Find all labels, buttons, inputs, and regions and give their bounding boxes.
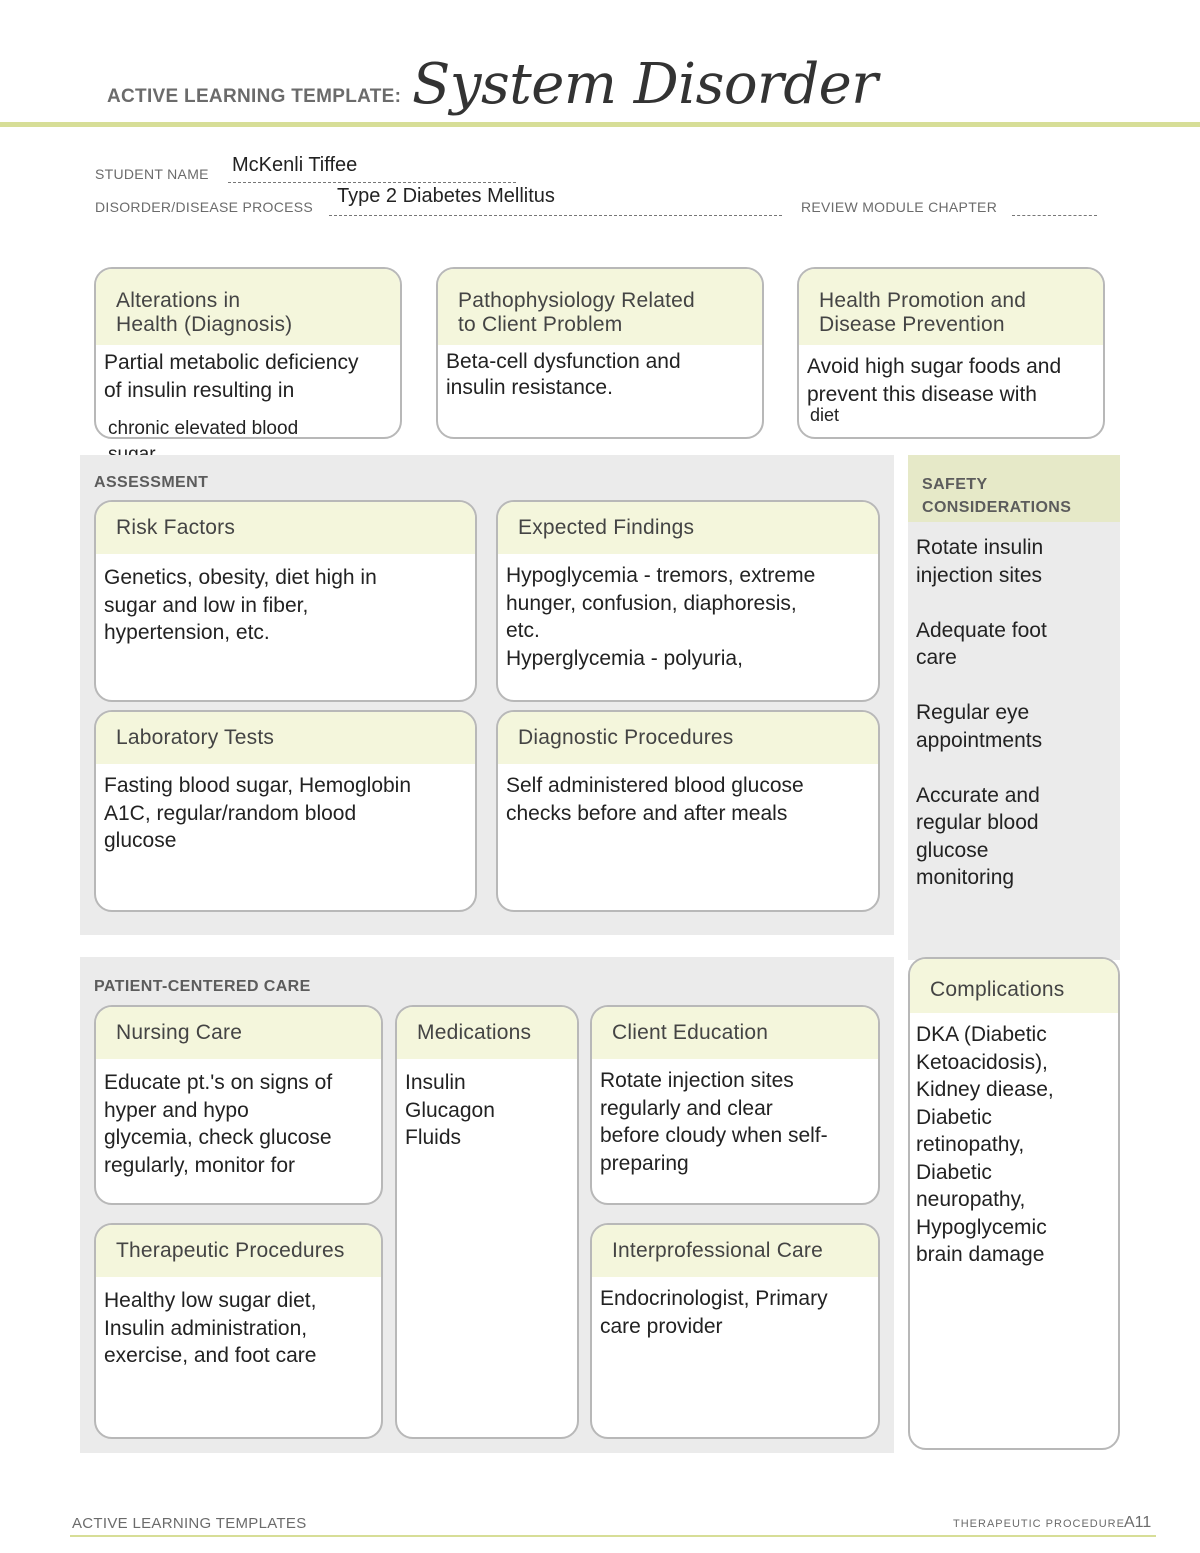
patient-care-title: PATIENT-CENTERED CARE (94, 978, 311, 995)
interprofessional-care-title: Interprofessional Care (592, 1225, 878, 1277)
diagnostic-procedures-body[interactable]: Self administered blood glucose checks before and after meals (506, 774, 804, 825)
interprofessional-care-box (590, 1223, 880, 1439)
nursing-care-box (94, 1005, 383, 1205)
student-name-line (228, 182, 516, 183)
safety-title (922, 473, 1071, 519)
assessment-title: ASSESSMENT (94, 474, 209, 491)
risk-factors-box (94, 500, 477, 702)
footer-left: ACTIVE LEARNING TEMPLATES (72, 1515, 307, 1532)
disorder-line (329, 215, 782, 216)
laboratory-tests-body[interactable]: Fasting blood sugar, Hemoglobin A1C, regular/random blood glucose (104, 774, 412, 852)
pathophysiology-body[interactable]: Beta-cell dysfunction and insulin resistance. (446, 350, 681, 399)
nursing-care-title: Nursing Care (96, 1007, 381, 1059)
student-name-label: STUDENT NAME (95, 166, 209, 182)
health-promotion-title-line2: Disease Prevention (819, 313, 1005, 336)
interprofessional-care-body[interactable]: Endocrinologist, Primary care provider (600, 1287, 828, 1338)
therapeutic-procedures-title: Therapeutic Procedures (96, 1225, 381, 1277)
alterations-title-line2: Health (Diagnosis) (116, 313, 293, 336)
disorder-field[interactable]: Type 2 Diabetes Mellitus (337, 185, 555, 207)
client-education-body[interactable]: Rotate injection sites regularly and clear before cloudy when self- preparing (600, 1069, 828, 1175)
template-label: ACTIVE LEARNING TEMPLATE: (107, 86, 402, 107)
laboratory-tests-title: Laboratory Tests (96, 712, 475, 764)
alterations-title-line1: Alterations in (116, 289, 241, 312)
laboratory-tests-box (94, 710, 477, 912)
review-module-field[interactable] (1012, 215, 1097, 216)
medications-box (395, 1005, 579, 1439)
header-rule (0, 122, 1200, 127)
health-promotion-body[interactable]: Avoid high sugar foods and prevent this disease with (807, 355, 1062, 406)
therapeutic-procedures-box (94, 1223, 383, 1439)
pathophysiology-title-line1: Pathophysiology Related (458, 289, 695, 312)
health-promotion-overflow-text: diet (810, 405, 840, 425)
alterations-overflow-text: chronic elevated blood (108, 418, 299, 439)
health-promotion-title-line1: Health Promotion and (819, 289, 1027, 312)
alterations-title (96, 269, 400, 345)
health-promotion-title (799, 269, 1103, 345)
footer-right: THERAPEUTIC PROCEDURE (953, 1518, 1125, 1530)
page-number: A11 (1124, 1514, 1152, 1531)
complications-box (908, 957, 1120, 1450)
risk-factors-title: Risk Factors (96, 502, 475, 554)
disorder-label: DISORDER/DISEASE PROCESS (95, 199, 314, 215)
risk-factors-body[interactable]: Genetics, obesity, diet high in sugar and low in fiber, hypertension, etc. (104, 566, 377, 644)
pathophysiology-title-line2: to Client Problem (458, 313, 623, 336)
expected-findings-body[interactable]: Hypoglycemia - tremors, extreme hunger, confusion, diaphoresis, etc. Hyperglycemia - polyuria, (506, 564, 816, 670)
health-promotion-box (797, 267, 1105, 439)
medications-body[interactable]: Insulin Glucagon Fluids (405, 1071, 495, 1149)
alterations-body[interactable]: Partial metabolic deficiency of insulin resulting in (104, 351, 359, 402)
diagnostic-procedures-box (496, 710, 880, 912)
pathophysiology-box (436, 267, 764, 439)
safety-title-line1: SAFETY (922, 476, 988, 493)
template-title: System Disorder (412, 52, 878, 117)
review-module-label: REVIEW MODULE CHAPTER (801, 199, 998, 215)
expected-findings-title: Expected Findings (498, 502, 878, 554)
expected-findings-box (496, 500, 880, 702)
complications-title: Complications (910, 959, 1118, 1013)
client-education-title: Client Education (592, 1007, 878, 1059)
pathophysiology-title (438, 269, 762, 345)
nursing-care-body[interactable]: Educate pt.'s on signs of hyper and hypo glycemia, check glucose regularly, monitor for (104, 1071, 333, 1177)
footer-rule (70, 1535, 1156, 1537)
client-education-box (590, 1005, 880, 1205)
safety-title-line2: CONSIDERATIONS (922, 499, 1072, 516)
medications-title: Medications (397, 1007, 577, 1059)
diagnostic-procedures-title: Diagnostic Procedures (498, 712, 878, 764)
safety-body[interactable]: Rotate insulin injection sites Adequate foot care Regular eye appointments Accurate and regular blood glucose monitoring (916, 536, 1047, 889)
complications-body[interactable]: DKA (Diabetic Ketoacidosis), Kidney diease, Diabetic retinopathy, Diabetic neuropathy, Hypoglycemic brain damage (916, 1023, 1054, 1266)
student-name-field[interactable]: McKenli Tiffee (232, 154, 358, 176)
alterations-box (94, 267, 402, 439)
therapeutic-procedures-body[interactable]: Healthy low sugar diet, Insulin administration, exercise, and foot care (104, 1289, 317, 1367)
